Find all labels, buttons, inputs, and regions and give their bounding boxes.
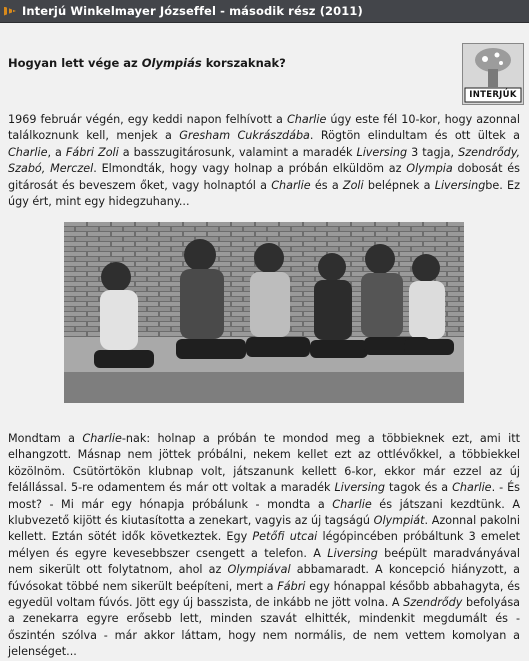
interjuk-logo (462, 43, 524, 105)
paragraph-text: 1969 február végén, egy keddi napon felhívott a (8, 113, 287, 126)
emphasis-text: Liversing (434, 178, 486, 192)
emphasis-text: Szendrődy, Szabó, Merczel (8, 145, 520, 176)
paragraph-text: egy hónappal később abbahagyta, és egyedül voltam fúvós. Jött egy új basszista, de inkább ne jött volna. A (8, 579, 520, 610)
paragraph-text: . - És most? - Mi már egy hónapja próbálunk - mondta a (8, 481, 520, 511)
emphasis-text: Olympia (406, 162, 453, 176)
paragraph-text: és a (310, 178, 343, 192)
emphasis-text: Fábri (277, 579, 306, 593)
paragraph-text: befolyása a zenekarra egyre erősebb lett, minden szavát elhitték, mindenkit megdumált és - őszintén szólva - már akkor láttam, hogy nem normális, de nem vettem komolyan a jelenséget... (8, 596, 521, 659)
emphasis-text: Petőfi utcai (252, 530, 318, 544)
emphasis-text: Charlie (452, 481, 492, 495)
logo-text: INTERJÚK (469, 90, 517, 100)
emphasis-text: Olympiával (227, 563, 291, 577)
article-title: Interjú Winkelmayer Józseffel - második rész (2011) (22, 4, 363, 18)
emphasis-text: Charlie (332, 497, 372, 511)
emphasis-text: Szendrődy (403, 596, 463, 610)
article-paragraph-2 (8, 431, 520, 661)
emphasis-text: Olympiát (373, 514, 425, 528)
title-bullet-icon (4, 7, 16, 16)
emphasis-text: Charlie (271, 178, 311, 192)
band-photo (64, 222, 464, 403)
paragraph-text: 3 tagja, (407, 145, 459, 159)
emphasis-text: Charlie (8, 145, 48, 159)
paragraph-text: -nak: holnap a próbán te mondod meg a többieknek ezt, ami itt elhangzott. Másnap nem jöttek próbálni, nekem kellet ezt az ottlévőkkel, a többiekkel közölnöm. Csütörtökön klubnap volt, játszanunk kellett 6-kor, ekkor már ezzel az új felállással. 5-re odamentem és már ott voltak a maradék (8, 432, 520, 495)
paragraph-text: a basszugitárosunk, valamint a maradék (118, 145, 357, 159)
emphasis-text: Charlie (286, 113, 327, 126)
paragraph-text: Mondtam a (8, 432, 83, 445)
paragraph-text: dobosát és gitárosát és beveszem őket, vagy holnaptól a (8, 162, 520, 192)
paragraph-text: és játszani kezdtünk. A klubvezető kijött és kiutasította a zenekart, vagyis az új tagságú (8, 497, 520, 528)
emphasis-text: Liversing (334, 481, 386, 495)
emphasis-text: Liversing (327, 546, 378, 560)
paragraph-text: . Elmondták, hogy vagy holnap a próbán elküldöm az (93, 162, 407, 176)
article-title-bar (0, 0, 529, 23)
paragraph-text: . Azonnal pakolni kellett. Eztán sötét idők következtek. Egy (8, 514, 521, 544)
emphasis-text: Liversing (356, 145, 408, 159)
emphasis-text: Fábri Zoli (65, 145, 119, 159)
paragraph-text: légópincében próbáltunk 3 emelet mélyen és egyre kevesebbszer csengett a telefon. A (8, 530, 520, 560)
emphasis-text: Charlie (82, 432, 122, 445)
article-paragraph-1 (8, 112, 520, 210)
paragraph-text: . Rögtön elindultam és ott ültek a (309, 129, 520, 143)
paragraph-text: be. Ez úgy ért, mint egy hidegzuhany... (8, 178, 521, 209)
paragraph-text: belépnek a (363, 178, 435, 192)
paragraph-text: tagok és a (385, 481, 453, 495)
emphasis-text: Gresham Cukrászdába (179, 129, 310, 143)
emphasis-text: Zoli (342, 178, 364, 192)
article-heading: Hogyan lett vége az Olympiás korszaknak? (8, 56, 286, 70)
paragraph-text: beépült maradványával nem sikerült ott folytatnom, ahol az (8, 546, 521, 577)
paragraph-text: úgy este fél 10-kor, hogy azonnal találkoznunk kell, menjek a (8, 113, 520, 143)
paragraph-text: abbamaradt. A koncepció hiányzott, a fúvósokat többé nem sikerült beépíteni, mert a (8, 563, 520, 593)
paragraph-text: , a (47, 145, 66, 159)
